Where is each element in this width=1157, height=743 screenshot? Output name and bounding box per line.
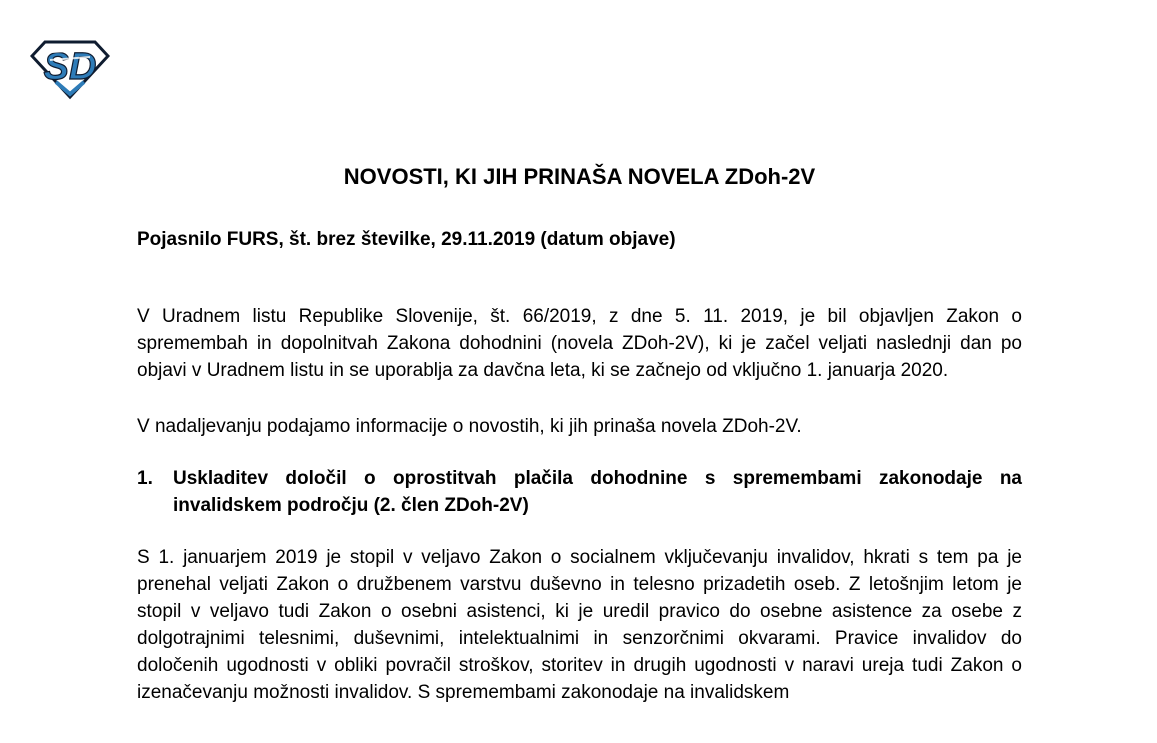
section-1-heading <box>137 465 1022 519</box>
document-subtitle: Pojasnilo FURS, št. brez številke, 29.11.2019 (datum objave) <box>137 229 676 250</box>
intro-paragraph-1: V Uradnem listu Republike Slovenije, št. 66/2019, z dne 5. 11. 2019, je bil objavljen Zakon o spremembah in dopolnitvah Zakona dohodnini (novela ZDoh-2V), ki je začel veljati naslednji dan po objavi v Uradnem listu in se uporablja za davčna leta, ki se začnejo od vključno 1. januarja 2020. <box>137 306 1022 381</box>
document-title: NOVOSTI, KI JIH PRINAŠA NOVELA ZDoh-2V <box>343 164 816 189</box>
section-1-number: 1. <box>137 468 153 489</box>
section-1-title: Uskladitev določil o oprostitvah plačila dohodnine s spremembami zakonodaje na invalidskem področju (2. člen ZDoh-2V) <box>173 468 1022 516</box>
document-content <box>137 0 1022 706</box>
intro-paragraph-2: V nadaljevanju podajamo informacije o novostih, ki jih prinaša novela ZDoh-2V. <box>137 416 802 437</box>
logo-letters: SD <box>43 46 97 88</box>
section-1-body: S 1. januarjem 2019 je stopil v veljavo Zakon o socialnem vključevanju invalidov, hkrati s tem pa je prenehal veljati Zakon o družbenem varstvu duševno in telesno prizadetih oseb. Z letošnjim letom je stopil v veljavo tudi Zakon o osebni asistenci, ki je uredil pravico do osebne asistence za osebe z dolgotrajnimi telesnimi, duševnimi, intelektualnimi in senzorčnimi okvarami. Pravice invalidov do določenih ugodnosti v obliki povračil stroškov, storitev in drugih ugodnosti v naravi ureja tudi Zakon o izenačevanju možnosti invalidov. S spremembami zakonodaje na invalidskem <box>137 547 1022 703</box>
sd-shield-logo-icon <box>30 38 110 100</box>
